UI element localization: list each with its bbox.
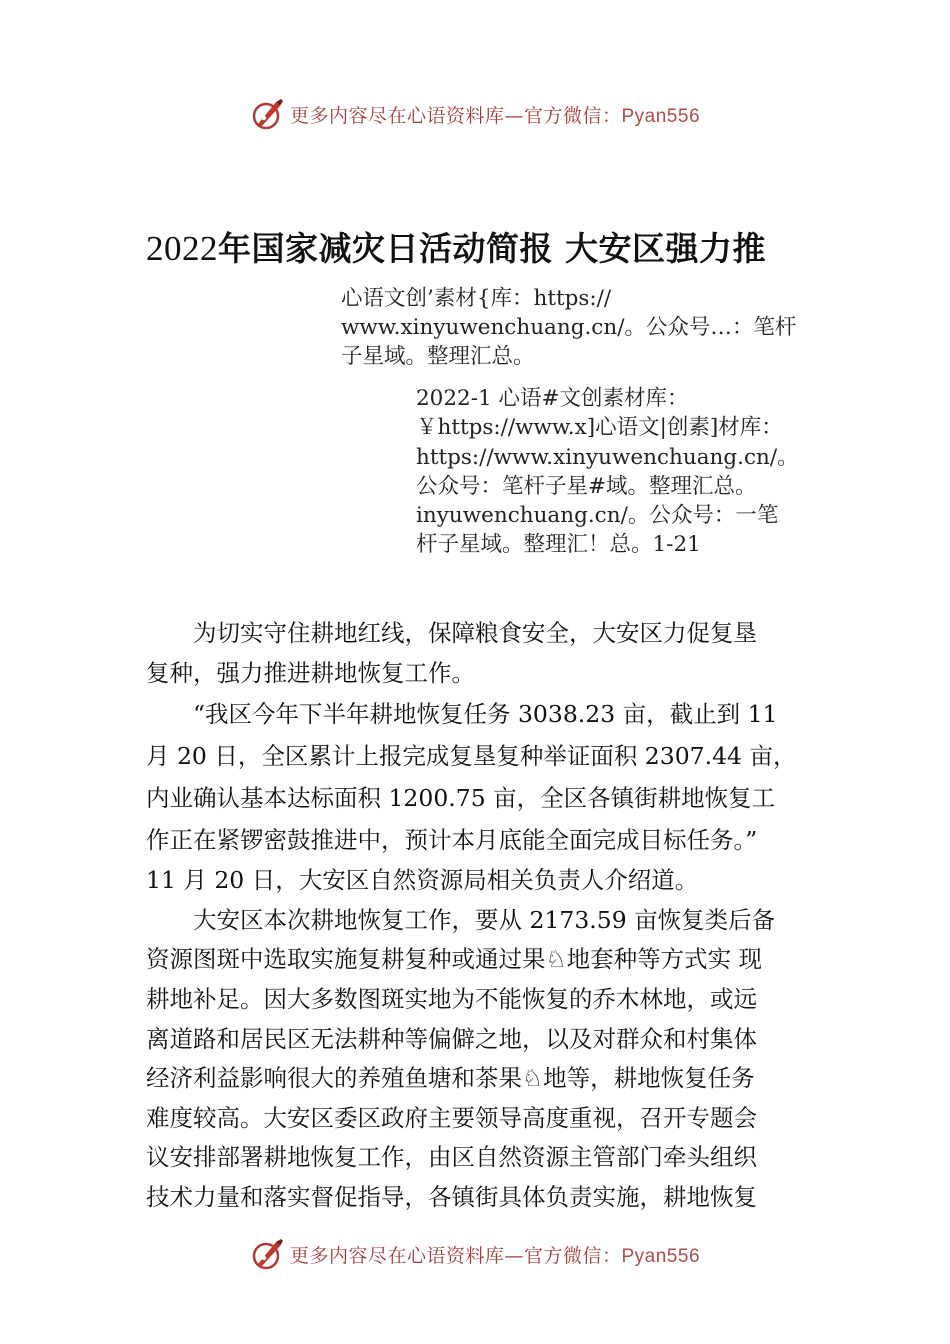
body-line: 内业确认基本达标面积 1200.75 亩，全区各镇街耕地恢复工 — [146, 784, 776, 813]
body-line: 离道路和居民区无法耕种等偏僻之地，以及对群众和村集体 — [146, 1024, 757, 1053]
article-body — [146, 614, 816, 1218]
body-line: 议安排部署耕地恢复工作，由区自然资源主管部门牵头组织 — [146, 1143, 757, 1172]
meta-line: 2022-1 心语#文创素材库： — [416, 386, 689, 411]
meta-line: 子星域。整理汇总。 — [341, 344, 535, 369]
body-line: 作正在紧锣密鼓推进中，预计本月底能全面完成目标任务。” — [146, 826, 758, 855]
body-line: 耕地补足。因大多数图斑实地为不能恢复的乔木林地，或远 — [146, 984, 757, 1013]
body-line: 经济利益影响很大的养殖鱼塘和茶果♘地等，耕地恢复任务 — [146, 1064, 755, 1093]
body-line: 技术力量和落实督促指导，各镇街具体负责实施，耕地恢复 — [146, 1182, 757, 1211]
meta-line: 杆子星域。整理汇！总。1-21 — [416, 532, 701, 558]
body-line: 复种，强力推进耕地恢复工作。 — [146, 658, 475, 687]
meta-line: ￥https://www.x]心语文|创素]材库： — [416, 415, 783, 441]
title-year: 2022 — [146, 229, 218, 268]
title-text: 年国家减灾日活动简报 大安区强力推 — [218, 229, 766, 268]
body-line: 大安区本次耕地恢复工作，要从 2173.59 亩恢复类后备 — [146, 905, 776, 934]
meta-line: 心语文创’素材{库：https:// — [341, 286, 612, 311]
body-line: 月 20 日，全区累计上报完成复垦复种举证面积 2307.44 亩， — [146, 742, 797, 771]
document-title — [146, 226, 846, 272]
source-note-2 — [416, 384, 856, 560]
body-line: 为切实守住耕地红线，保障粮食安全，大安区力促复垦 — [146, 619, 757, 647]
meta-line: inyuwenchuang.cn/。公众号：一笔 — [416, 503, 779, 529]
meta-line: 公众号：笔杆子星#域。整理汇总。 — [416, 473, 757, 499]
source-note-1 — [341, 284, 841, 371]
wechat-id: Pyan556 — [621, 1245, 701, 1267]
pen-nib-logo-icon — [250, 1236, 286, 1272]
banner-text: 更多内容尽在心语资料库—官方微信：Pyan556 — [289, 1244, 701, 1267]
header-banner — [0, 92, 950, 136]
body-line: 资源图斑中选取实施复耕复种或通过果♘地套种等方式实 现 — [146, 945, 763, 974]
meta-line: https://www.xinyuwenchuang.cn/。 — [416, 444, 799, 470]
wechat-id: Pyan556 — [621, 105, 701, 127]
meta-line: www.xinyuwenchuang.cn/。公众号…：笔杆 — [341, 315, 797, 340]
body-line: “我区今年下半年耕地恢复任务 3038.23 亩，截止到 11 — [146, 700, 778, 729]
body-line: 11 月 20 日，大安区自然资源局相关负责人介绍道。 — [146, 866, 699, 895]
body-line: 难度较高。大安区委区政府主要领导高度重视，召开专题会 — [146, 1103, 757, 1132]
footer-banner — [0, 1232, 950, 1276]
banner-text: 更多内容尽在心语资料库—官方微信：Pyan556 — [289, 104, 701, 127]
pen-nib-logo-icon — [250, 96, 286, 132]
